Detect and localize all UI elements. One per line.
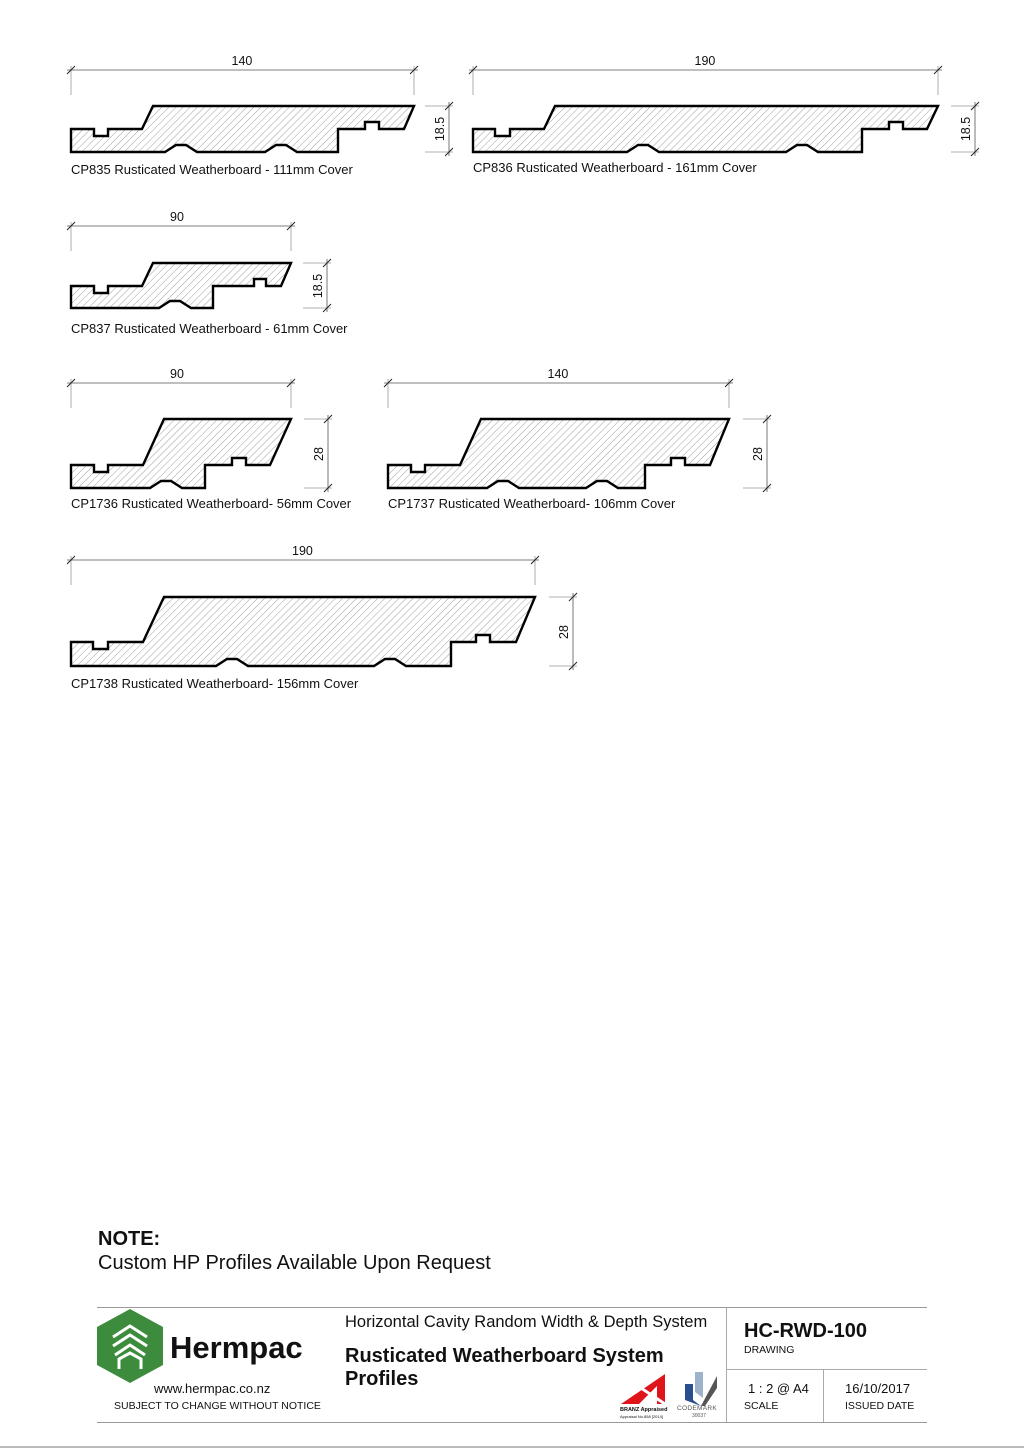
divider — [823, 1370, 824, 1422]
width-dimension — [384, 379, 733, 408]
depth-dimension-label: 18.5 — [433, 116, 447, 142]
title-block-bottom-rule — [97, 1422, 927, 1423]
width-dimension-label: 190 — [694, 54, 716, 68]
width-dimension-label: 140 — [231, 54, 253, 68]
codemark-number: 30037 — [692, 1413, 706, 1419]
width-dimension — [67, 379, 295, 408]
profile-caption: CP836 Rusticated Weatherboard - 161mm Cover — [473, 160, 757, 175]
depth-dimension-label: 18.5 — [959, 116, 973, 142]
codemark-logo-icon — [683, 1370, 719, 1406]
website-link[interactable]: www.hermpac.co.nz — [154, 1381, 271, 1396]
profile-4 — [67, 379, 332, 492]
profile-caption: CP835 Rusticated Weatherboard - 111mm Cover — [71, 162, 353, 177]
drawing-title-line1: Rusticated Weatherboard System — [345, 1345, 664, 1367]
width-dimension-label: 90 — [170, 210, 184, 224]
width-dimension-label: 140 — [547, 367, 569, 381]
divider — [726, 1308, 727, 1422]
width-dimension — [469, 66, 942, 95]
note-text: Custom HP Profiles Available Upon Request — [98, 1252, 491, 1274]
depth-dimension-label: 28 — [312, 446, 326, 461]
branz-approval: Appraisal No.858 [2014] — [620, 1414, 663, 1419]
profile-section — [71, 419, 291, 488]
width-dimension — [67, 66, 418, 95]
issued-date: 16/10/2017 — [845, 1381, 911, 1396]
width-dimension-label: 90 — [170, 367, 184, 381]
profile-section — [71, 597, 535, 666]
profile-section — [388, 419, 729, 488]
drawing-title-line2: Profiles — [345, 1368, 419, 1390]
codemark-label: CODEMARK — [677, 1405, 717, 1412]
profile-3 — [67, 222, 331, 312]
company-name: Hermpac — [170, 1330, 303, 1365]
profile-5 — [384, 379, 771, 492]
profile-1 — [67, 66, 453, 156]
scale-label: SCALE — [744, 1400, 779, 1412]
width-dimension-label: 190 — [292, 544, 313, 558]
profile-section — [71, 106, 414, 152]
disclaimer: SUBJECT TO CHANGE WITHOUT NOTICE — [114, 1400, 321, 1412]
profile-6 — [67, 556, 577, 670]
divider — [727, 1369, 927, 1370]
drawing-label: DRAWING — [744, 1344, 795, 1356]
drawing-number: HC-RWD-100 — [744, 1320, 867, 1342]
title-block-top-rule — [97, 1307, 927, 1308]
issued-date-label: ISSUED DATE — [845, 1400, 915, 1412]
depth-dimension-label: 28 — [557, 624, 571, 639]
depth-dimension-label: 28 — [751, 446, 765, 461]
profile-section — [71, 263, 291, 308]
width-dimension — [67, 556, 539, 585]
system-name: Horizontal Cavity Random Width & Depth System — [345, 1313, 708, 1331]
note-heading: NOTE: — [98, 1228, 161, 1250]
branz-label: BRANZ Appraised — [620, 1407, 668, 1413]
page-edge — [0, 1446, 1024, 1448]
scale-value: 1 : 2 @ A4 — [748, 1381, 809, 1396]
profile-2 — [469, 66, 979, 156]
profile-section — [473, 106, 938, 152]
profile-caption: CP1737 Rusticated Weatherboard- 106mm Cover — [388, 496, 676, 511]
depth-dimension-label: 18.5 — [311, 273, 325, 298]
profile-caption: CP1738 Rusticated Weatherboard- 156mm Cover — [71, 676, 359, 691]
width-dimension — [67, 222, 295, 251]
profile-caption: CP837 Rusticated Weatherboard - 61mm Cover — [71, 321, 348, 336]
branz-logo-icon — [619, 1372, 669, 1408]
profile-caption: CP1736 Rusticated Weatherboard- 56mm Cover — [71, 496, 352, 511]
hermpac-logo-icon — [97, 1309, 163, 1383]
